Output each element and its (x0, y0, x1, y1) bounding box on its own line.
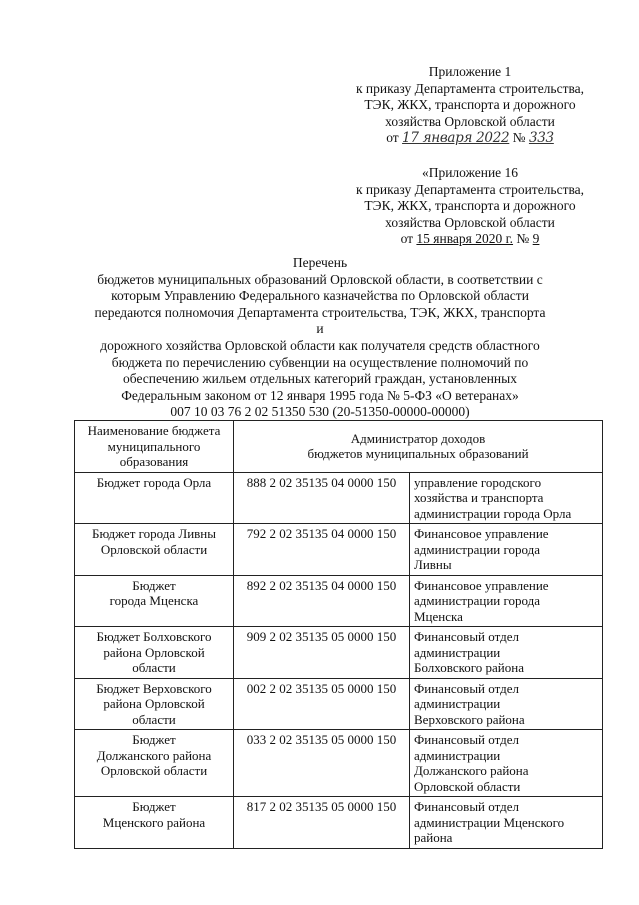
cell-line: района Орловской (103, 644, 205, 660)
annex-16-date-line (340, 231, 600, 248)
table-row (75, 627, 603, 679)
cell-line: Орловской области (414, 778, 521, 794)
table-row (75, 678, 603, 730)
table-header-row (75, 421, 603, 473)
cell-line: управление городского (414, 474, 542, 490)
cell-line: Ливны (414, 557, 452, 572)
budget-name-cell (75, 524, 234, 576)
cell-line: администрации (414, 747, 501, 763)
order-number: 9 (532, 231, 540, 246)
cell-line: администрации города (414, 541, 541, 557)
header-line: Наименование бюджета (87, 423, 221, 438)
annex-1-title: Приложение 1 (428, 64, 512, 79)
cell-line: администрации Мценского (414, 814, 565, 830)
budget-name-cell (75, 678, 234, 730)
cell-line: Финансовый отдел (414, 680, 519, 696)
cell-line: Орловской области (100, 541, 208, 557)
cell-line: администрации (414, 644, 501, 660)
cell-line: администрации (414, 696, 501, 711)
table-row (75, 730, 603, 797)
annex-1-line: к приказу Департамента строительства, (355, 80, 585, 96)
cell-line: Финансовый отдел (414, 629, 519, 644)
header-line: бюджетов муниципальных образований (307, 446, 529, 462)
budget-name-cell (75, 472, 234, 524)
heading-line: бюджета по перечислению субвенции на осуществление полномочий по (111, 354, 529, 370)
administrator-cell (410, 627, 603, 679)
cell-line: Мценского района (102, 814, 206, 830)
cell-line: Мценска (414, 608, 463, 624)
header-line: образования (119, 454, 189, 469)
heading-line: бюджетов муниципальных образований Орловской области, в соответствии с (97, 271, 543, 287)
header-line: муниципального (107, 438, 201, 454)
cell-line: области (132, 711, 176, 727)
revenue-code-cell: 909 2 02 35135 05 0000 150 (234, 627, 410, 679)
cell-line: Финансовый отдел (414, 799, 519, 814)
cell-line: района Орловской (103, 696, 205, 711)
cell-line: области (132, 660, 176, 675)
budgets-table (74, 420, 603, 849)
revenue-code-cell: 892 2 02 35135 04 0000 150 (234, 575, 410, 627)
cell-line: администрации города (414, 593, 541, 608)
cell-line: администрации города Орла (414, 505, 572, 521)
revenue-code-cell: 033 2 02 35135 05 0000 150 (234, 730, 410, 797)
cell-line: Бюджет города Ливны (91, 526, 216, 541)
administrator-cell (410, 472, 603, 524)
cell-line: Орловской области (100, 763, 208, 778)
annex-1-block (340, 64, 600, 147)
revenue-code-cell: 817 2 02 35135 05 0000 150 (234, 797, 410, 849)
number-prefix: № (512, 130, 526, 145)
heading-line: передаются полномочия Департамента строительства, ТЭК, ЖКХ, транспорта и (94, 304, 546, 337)
cell-line: города Мценска (109, 593, 199, 608)
cell-line: Бюджет Верховского (96, 680, 212, 696)
annex-1-date-line (340, 130, 600, 147)
list-heading (90, 255, 550, 421)
cell-line: Бюджет Болховского (96, 629, 212, 644)
heading-line: дорожного хозяйства Орловской области как получателя средств областного (100, 337, 540, 353)
order-date: 15 января 2020 г. (416, 231, 514, 246)
cell-line: Должанского района (414, 763, 529, 778)
budget-name-cell (75, 627, 234, 679)
table-row (75, 472, 603, 524)
cell-line: Верховского района (414, 711, 525, 727)
cell-line: Финансовое управление (414, 526, 549, 541)
heading-line: 007 10 03 76 2 02 51350 530 (20-51350-00000-00000) (170, 404, 470, 420)
revenue-code-cell: 888 2 02 35135 04 0000 150 (234, 472, 410, 524)
cell-line: района (414, 830, 453, 845)
annex-16-title: «Приложение 16 (421, 165, 519, 180)
table-row (75, 524, 603, 576)
annex-16-line: хозяйства Орловской области (385, 214, 555, 230)
cell-line: Болховского района (414, 660, 524, 675)
date-prefix: от (400, 231, 414, 246)
handwritten-date: 17 января 2022 (402, 130, 510, 146)
header-budget-name (75, 421, 234, 473)
table-row (75, 797, 603, 849)
administrator-cell (410, 575, 603, 627)
administrator-cell (410, 797, 603, 849)
cell-line: Бюджет (132, 577, 176, 593)
revenue-code-cell: 792 2 02 35135 04 0000 150 (234, 524, 410, 576)
date-prefix: от (386, 130, 399, 145)
budget-name-cell (75, 797, 234, 849)
budget-name-cell (75, 575, 234, 627)
header-line: Администратор доходов (350, 430, 486, 446)
cell-line: Финансовый отдел (414, 732, 519, 747)
administrator-cell (410, 678, 603, 730)
annex-1-line: хозяйства Орловской области (385, 113, 555, 129)
administrator-cell (410, 730, 603, 797)
cell-line: Должанского района (96, 747, 212, 763)
number-prefix: № (516, 231, 530, 246)
cell-line: Бюджет города Орла (96, 474, 212, 490)
cell-line: хозяйства и транспорта (414, 490, 544, 505)
heading-line: Федеральным законом от 12 января 1995 года № 5-ФЗ «О ветеранах» (121, 387, 519, 403)
annex-16-line: к приказу Департамента строительства, (355, 181, 585, 197)
revenue-code-cell: 002 2 02 35135 05 0000 150 (234, 678, 410, 730)
budget-name-cell (75, 730, 234, 797)
cell-line: Финансовое управление (414, 577, 549, 593)
header-administrator (234, 421, 603, 473)
heading-line: обеспечению жильем отдельных категорий граждан, установленных (123, 371, 517, 387)
annex-16-block (340, 165, 600, 248)
annex-1-line: ТЭК, ЖКХ, транспорта и дорожного (364, 97, 576, 112)
administrator-cell (410, 524, 603, 576)
annex-16-line: ТЭК, ЖКХ, транспорта и дорожного (364, 198, 576, 213)
cell-line: Бюджет (132, 799, 176, 814)
heading-line: которым Управлению Федерального казначейства по Орловской области (111, 288, 529, 304)
heading-title: Перечень (292, 255, 348, 270)
cell-line: Бюджет (132, 732, 176, 747)
handwritten-number: 333 (528, 130, 554, 146)
table-row (75, 575, 603, 627)
